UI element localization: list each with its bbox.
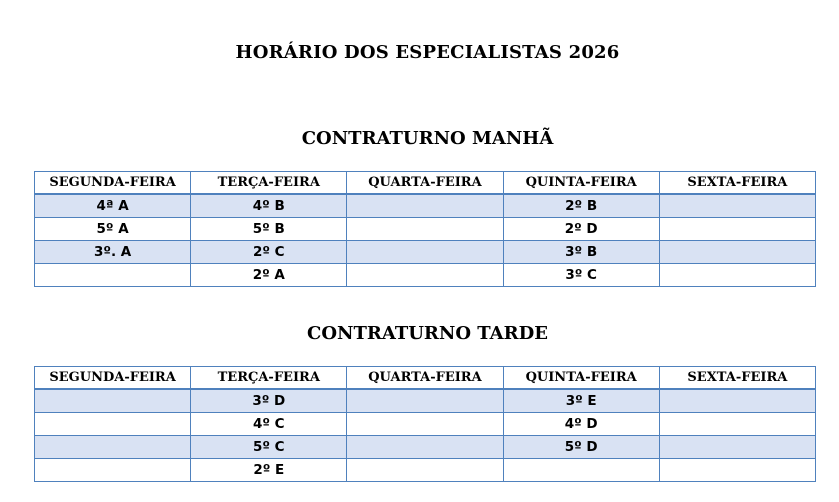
table-cell xyxy=(659,194,815,218)
table-cell: 3º D xyxy=(191,389,347,413)
table-cell xyxy=(347,218,503,241)
table-cell xyxy=(35,413,191,436)
header-wednesday: QUARTA-FEIRA xyxy=(347,367,503,390)
table-cell xyxy=(503,459,659,482)
section-title-tarde: CONTRATURNO TARDE xyxy=(307,323,548,344)
table-cell xyxy=(35,459,191,482)
table-row xyxy=(35,413,816,436)
table-cell xyxy=(659,459,815,482)
table-cell xyxy=(347,264,503,287)
table-cell xyxy=(35,264,191,287)
header-monday: SEGUNDA-FEIRA xyxy=(35,172,191,195)
table-cell xyxy=(347,194,503,218)
table-row xyxy=(35,194,816,218)
table-cell: 5º B xyxy=(191,218,347,241)
table-cell xyxy=(659,436,815,459)
table-cell: 5º C xyxy=(191,436,347,459)
table-cell: 2º B xyxy=(503,194,659,218)
table-cell: 3º C xyxy=(503,264,659,287)
header-row xyxy=(35,172,816,195)
table-cell: 4º B xyxy=(191,194,347,218)
table-cell: 4ª A xyxy=(35,194,191,218)
table-row xyxy=(35,459,816,482)
section-title-manha: CONTRATURNO MANHÃ xyxy=(301,128,554,149)
table-cell xyxy=(347,389,503,413)
table-row xyxy=(35,389,816,413)
header-wednesday: QUARTA-FEIRA xyxy=(347,172,503,195)
table-cell: 2º C xyxy=(191,241,347,264)
header-friday: SEXTA-FEIRA xyxy=(659,172,815,195)
table-cell xyxy=(347,459,503,482)
header-friday: SEXTA-FEIRA xyxy=(659,367,815,390)
table-cell: 3º B xyxy=(503,241,659,264)
table-cell xyxy=(347,241,503,264)
table-cell: 5º D xyxy=(503,436,659,459)
schedule-table-tarde xyxy=(34,366,816,482)
table-cell xyxy=(35,436,191,459)
header-tuesday: TERÇA-FEIRA xyxy=(191,367,347,390)
table-row xyxy=(35,218,816,241)
table-cell: 4º C xyxy=(191,413,347,436)
table-cell xyxy=(659,218,815,241)
table-cell: 4º D xyxy=(503,413,659,436)
table-cell: 2º A xyxy=(191,264,347,287)
table-cell xyxy=(659,413,815,436)
table-cell xyxy=(35,389,191,413)
table-row xyxy=(35,264,816,287)
table-cell: 2º E xyxy=(191,459,347,482)
table-cell xyxy=(347,436,503,459)
header-tuesday: TERÇA-FEIRA xyxy=(191,172,347,195)
table-cell: 5º A xyxy=(35,218,191,241)
table-cell: 2º D xyxy=(503,218,659,241)
table-row xyxy=(35,436,816,459)
table-row xyxy=(35,241,816,264)
schedule-table-manha xyxy=(34,171,816,287)
table-cell xyxy=(347,413,503,436)
header-monday: SEGUNDA-FEIRA xyxy=(35,367,191,390)
table-cell xyxy=(659,264,815,287)
table-cell: 3º E xyxy=(503,389,659,413)
table-cell xyxy=(659,241,815,264)
header-thursday: QUINTA-FEIRA xyxy=(503,172,659,195)
header-row xyxy=(35,367,816,390)
table-cell xyxy=(659,389,815,413)
page-title: HORÁRIO DOS ESPECIALISTAS 2026 xyxy=(235,42,620,63)
table-cell: 3º. A xyxy=(35,241,191,264)
header-thursday: QUINTA-FEIRA xyxy=(503,367,659,390)
